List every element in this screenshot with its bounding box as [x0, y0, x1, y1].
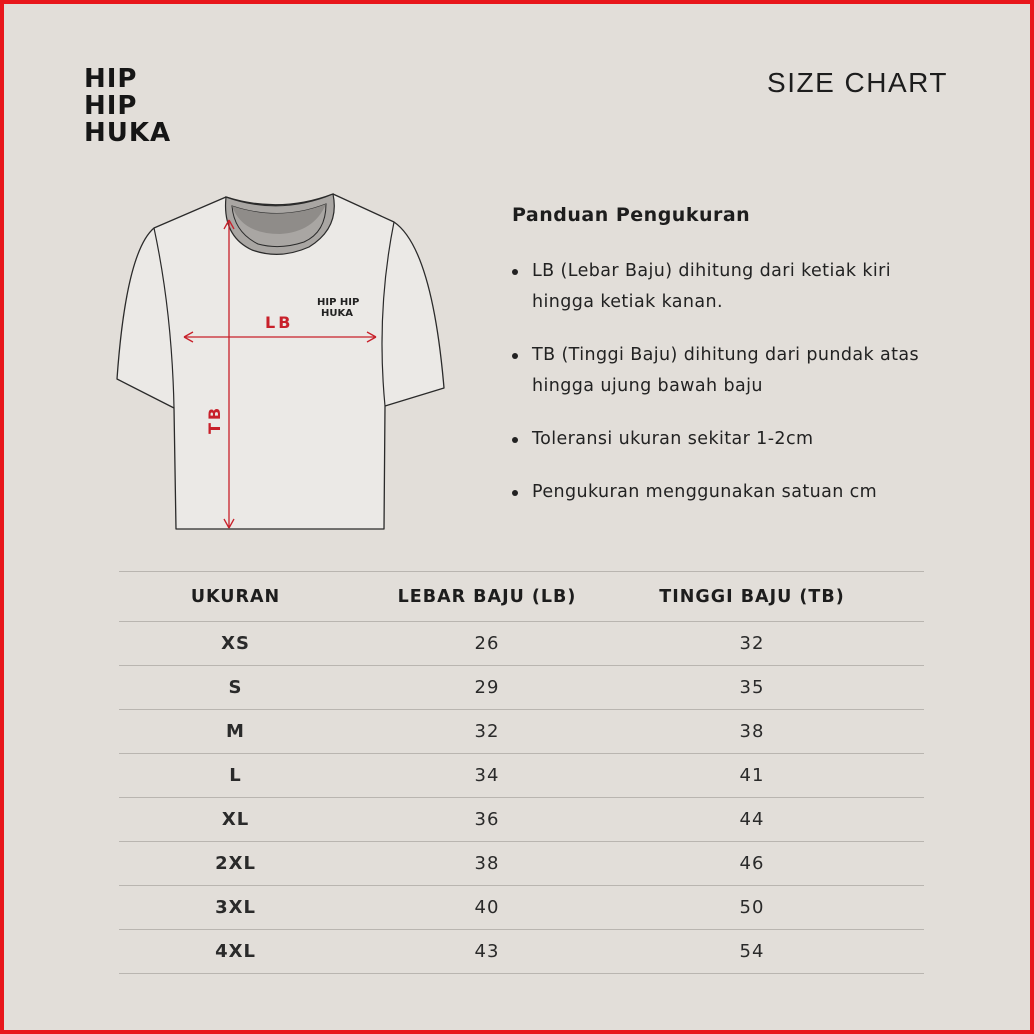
lb-cell: 29 — [352, 666, 622, 710]
table-row — [119, 842, 924, 886]
spacer-cell — [882, 886, 924, 930]
spacer-cell — [882, 930, 924, 974]
tb-cell: 38 — [622, 710, 882, 754]
spacer-cell — [882, 710, 924, 754]
size-cell: 3XL — [119, 886, 352, 930]
spacer-cell — [882, 666, 924, 710]
header-lebar-baju: LEBAR BAJU (LB) — [352, 572, 622, 622]
table-row — [119, 666, 924, 710]
spacer-cell — [882, 622, 924, 666]
guide-list — [512, 256, 942, 508]
table-row — [119, 710, 924, 754]
size-cell: S — [119, 666, 352, 710]
lb-cell: 40 — [352, 886, 622, 930]
table-row — [119, 798, 924, 842]
guide-item: TB (Tinggi Baju) dihitung dari pundak atas hingga ujung bawah baju — [512, 340, 942, 402]
size-cell: L — [119, 754, 352, 798]
size-cell: XL — [119, 798, 352, 842]
table-header-row — [119, 572, 924, 622]
size-cell: XS — [119, 622, 352, 666]
lb-cell: 36 — [352, 798, 622, 842]
lb-cell: 32 — [352, 710, 622, 754]
size-cell: M — [119, 710, 352, 754]
table-row — [119, 886, 924, 930]
table-row — [119, 754, 924, 798]
tb-cell: 32 — [622, 622, 882, 666]
lb-cell: 34 — [352, 754, 622, 798]
header-ukuran: UKURAN — [119, 572, 352, 622]
page-title: SIZE CHART — [767, 67, 948, 98]
lb-label: LB — [265, 313, 294, 332]
guide-title: Panduan Pengukuran — [512, 204, 751, 226]
spacer-cell — [882, 842, 924, 886]
size-cell: 2XL — [119, 842, 352, 886]
spacer-cell — [882, 798, 924, 842]
guide-item: LB (Lebar Baju) dihitung dari ketiak kiri hingga ketiak kanan. — [512, 256, 942, 318]
brand-logo-line-1: HIP HIP — [84, 64, 138, 121]
lb-cell: 38 — [352, 842, 622, 886]
header-spacer — [882, 572, 924, 622]
tb-cell: 41 — [622, 754, 882, 798]
guide-item: Pengukuran menggunakan satuan cm — [512, 477, 942, 508]
tb-cell: 44 — [622, 798, 882, 842]
lb-cell: 43 — [352, 930, 622, 974]
size-cell: 4XL — [119, 930, 352, 974]
spacer-cell — [882, 754, 924, 798]
tb-label: TB — [205, 404, 224, 434]
shirt-logo-line-2: HUKA — [321, 308, 353, 319]
tb-cell: 50 — [622, 886, 882, 930]
shirt-logo-line-1: HIP HIP — [317, 297, 360, 308]
lb-cell: 26 — [352, 622, 622, 666]
tb-cell: 54 — [622, 930, 882, 974]
table-row — [119, 622, 924, 666]
header-tinggi-baju: TINGGI BAJU (TB) — [622, 572, 882, 622]
brand-logo — [84, 64, 196, 148]
table-row — [119, 930, 924, 974]
tb-cell: 35 — [622, 666, 882, 710]
brand-logo-line-2: HUKA — [84, 118, 172, 148]
measurement-guide — [512, 204, 942, 530]
guide-item: Toleransi ukuran sekitar 1-2cm — [512, 424, 942, 455]
size-table — [119, 571, 924, 974]
tb-cell: 46 — [622, 842, 882, 886]
tshirt-diagram — [114, 192, 448, 536]
